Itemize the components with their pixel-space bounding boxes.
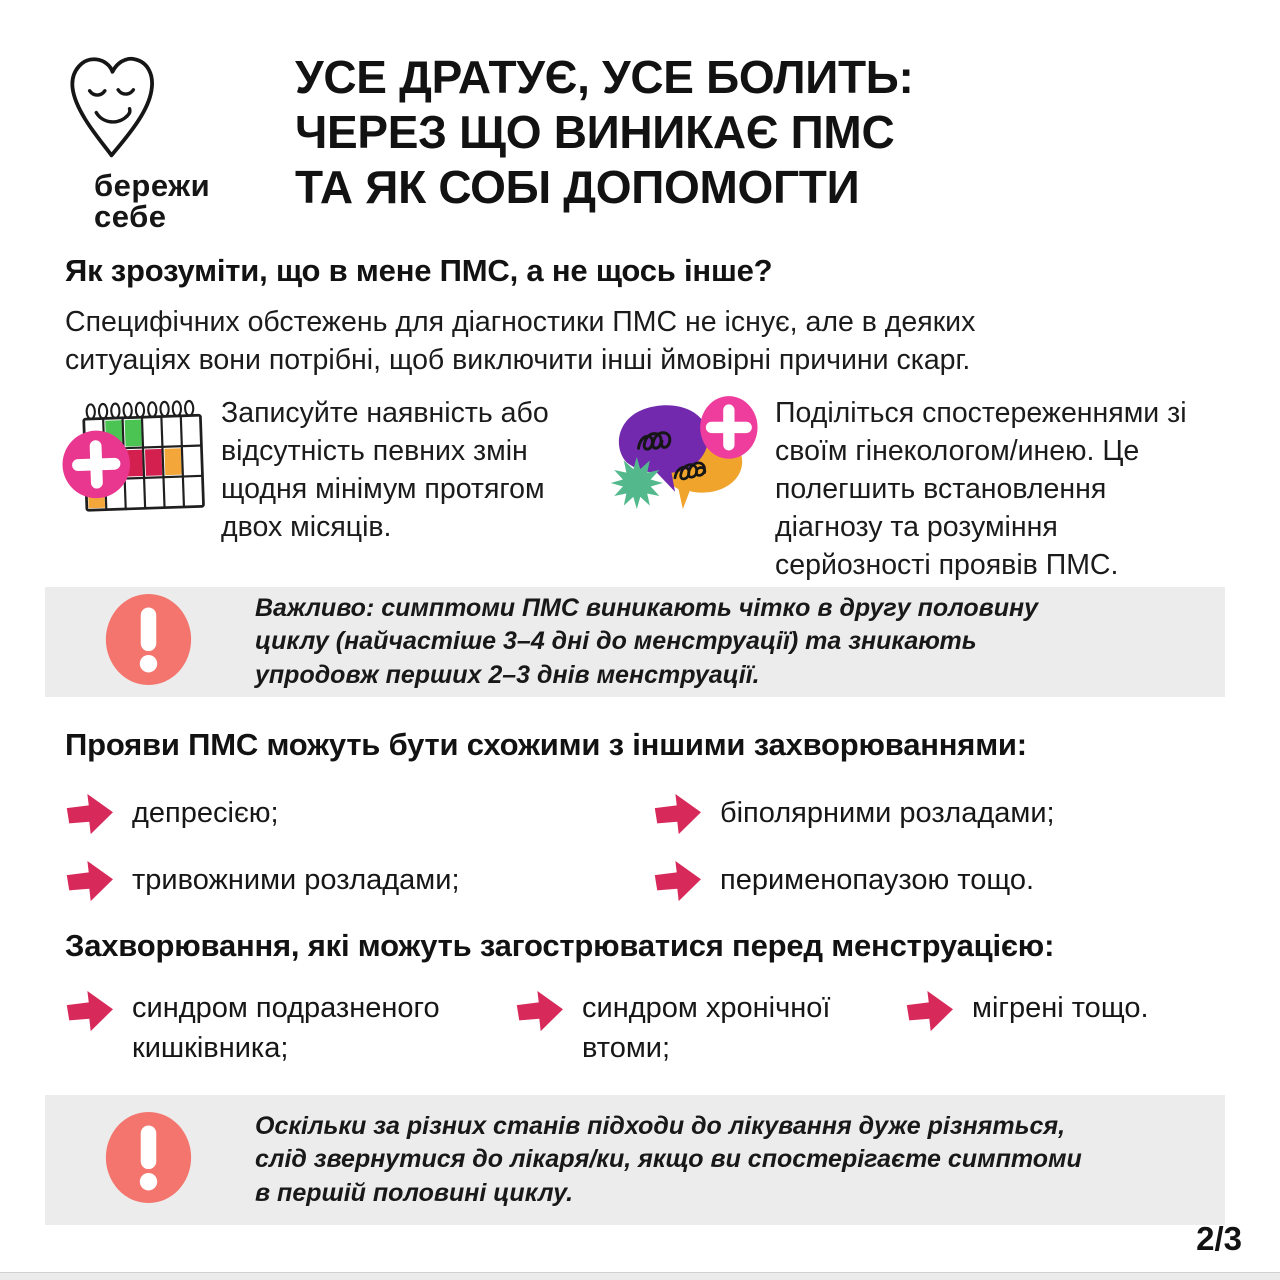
calendar-plus-icon [58,392,213,539]
arrow-right-icon [65,791,115,842]
tip-text: Записуйте наявність або відсутність певних змін щодня мінімум протягом двох місяців. [221,397,549,543]
list-item: депресією; [65,791,653,842]
important-callout [45,587,1225,697]
list-item: синдром хронічної втоми; [515,988,905,1068]
brand-name: бережи себе [94,168,211,234]
intro-heading: Як зрозуміти, що в мене ПМС, а не щось інше? [65,253,773,288]
arrow-right-icon [653,791,703,842]
arrow-right-icon [653,858,703,909]
arrow-right-icon [905,988,955,1039]
list-item: тривожними розладами; [65,858,653,909]
page-indicator: 2/3 [1196,1220,1242,1257]
exclamation-icon [102,1111,195,1209]
list-item: мігрені тощо. [905,988,1149,1068]
exclamation-icon [102,593,195,691]
heart-face-logo-icon [64,46,159,164]
chat-bubbles-plus-icon [609,392,761,533]
arrow-right-icon [65,858,115,909]
image-bottom-edge [0,1272,1280,1280]
intro-paragraph: Специфічних обстежень для діагностики ПМС не існує, але в деяких ситуаціях вони потрібні, щоб виключити інші ймовірні причини скарг. [65,306,976,376]
list-item: синдром подразненого кишківника; [65,988,515,1068]
brand-logo [60,46,300,232]
arrow-right-icon [515,988,565,1039]
similar-conditions-list [65,791,1215,909]
list-item: біполярними розладами; [653,791,1215,842]
list-item: перименопаузою тощо. [653,858,1215,909]
worsen-section-heading: Захворювання, які можуть загострюватися перед менструацією: [65,928,1055,963]
worsening-conditions-list [65,988,1225,1068]
page-title: УСЕ ДРАТУЄ, УСЕ БОЛИТЬ: ЧЕРЕЗ ЩО ВИНИКАЄ ПМС ТА ЯК СОБІ ДОПОМОГТИ [295,51,914,213]
similar-section-heading: Прояви ПМС можуть бути схожими з іншими захворюваннями: [65,727,1027,762]
tip-item-track-symptoms [58,392,609,584]
doctor-advice-callout [45,1095,1225,1225]
callout-text: Важливо: симптоми ПМС виникають чітко в другу половину циклу (найчастіше 3–4 дні до менструації) та зникають упродовж перших 2–3 днів менструації. [255,593,1039,689]
tips-row [58,392,1220,584]
tip-item-share-with-doctor [609,392,1220,584]
tip-text: Поділіться спостереженнями зі своїм гінекологом/инею. Це полегшить встановлення діагнозу та розуміння серйозності проявів ПМС. [775,397,1187,581]
arrow-right-icon [65,988,115,1039]
callout-text: Оскільки за різних станів підходи до лікування дуже різняться, слід звернутися до лікаря/ки, якщо ви спостерігаєте симптоми в першій половині циклу. [255,1111,1082,1207]
